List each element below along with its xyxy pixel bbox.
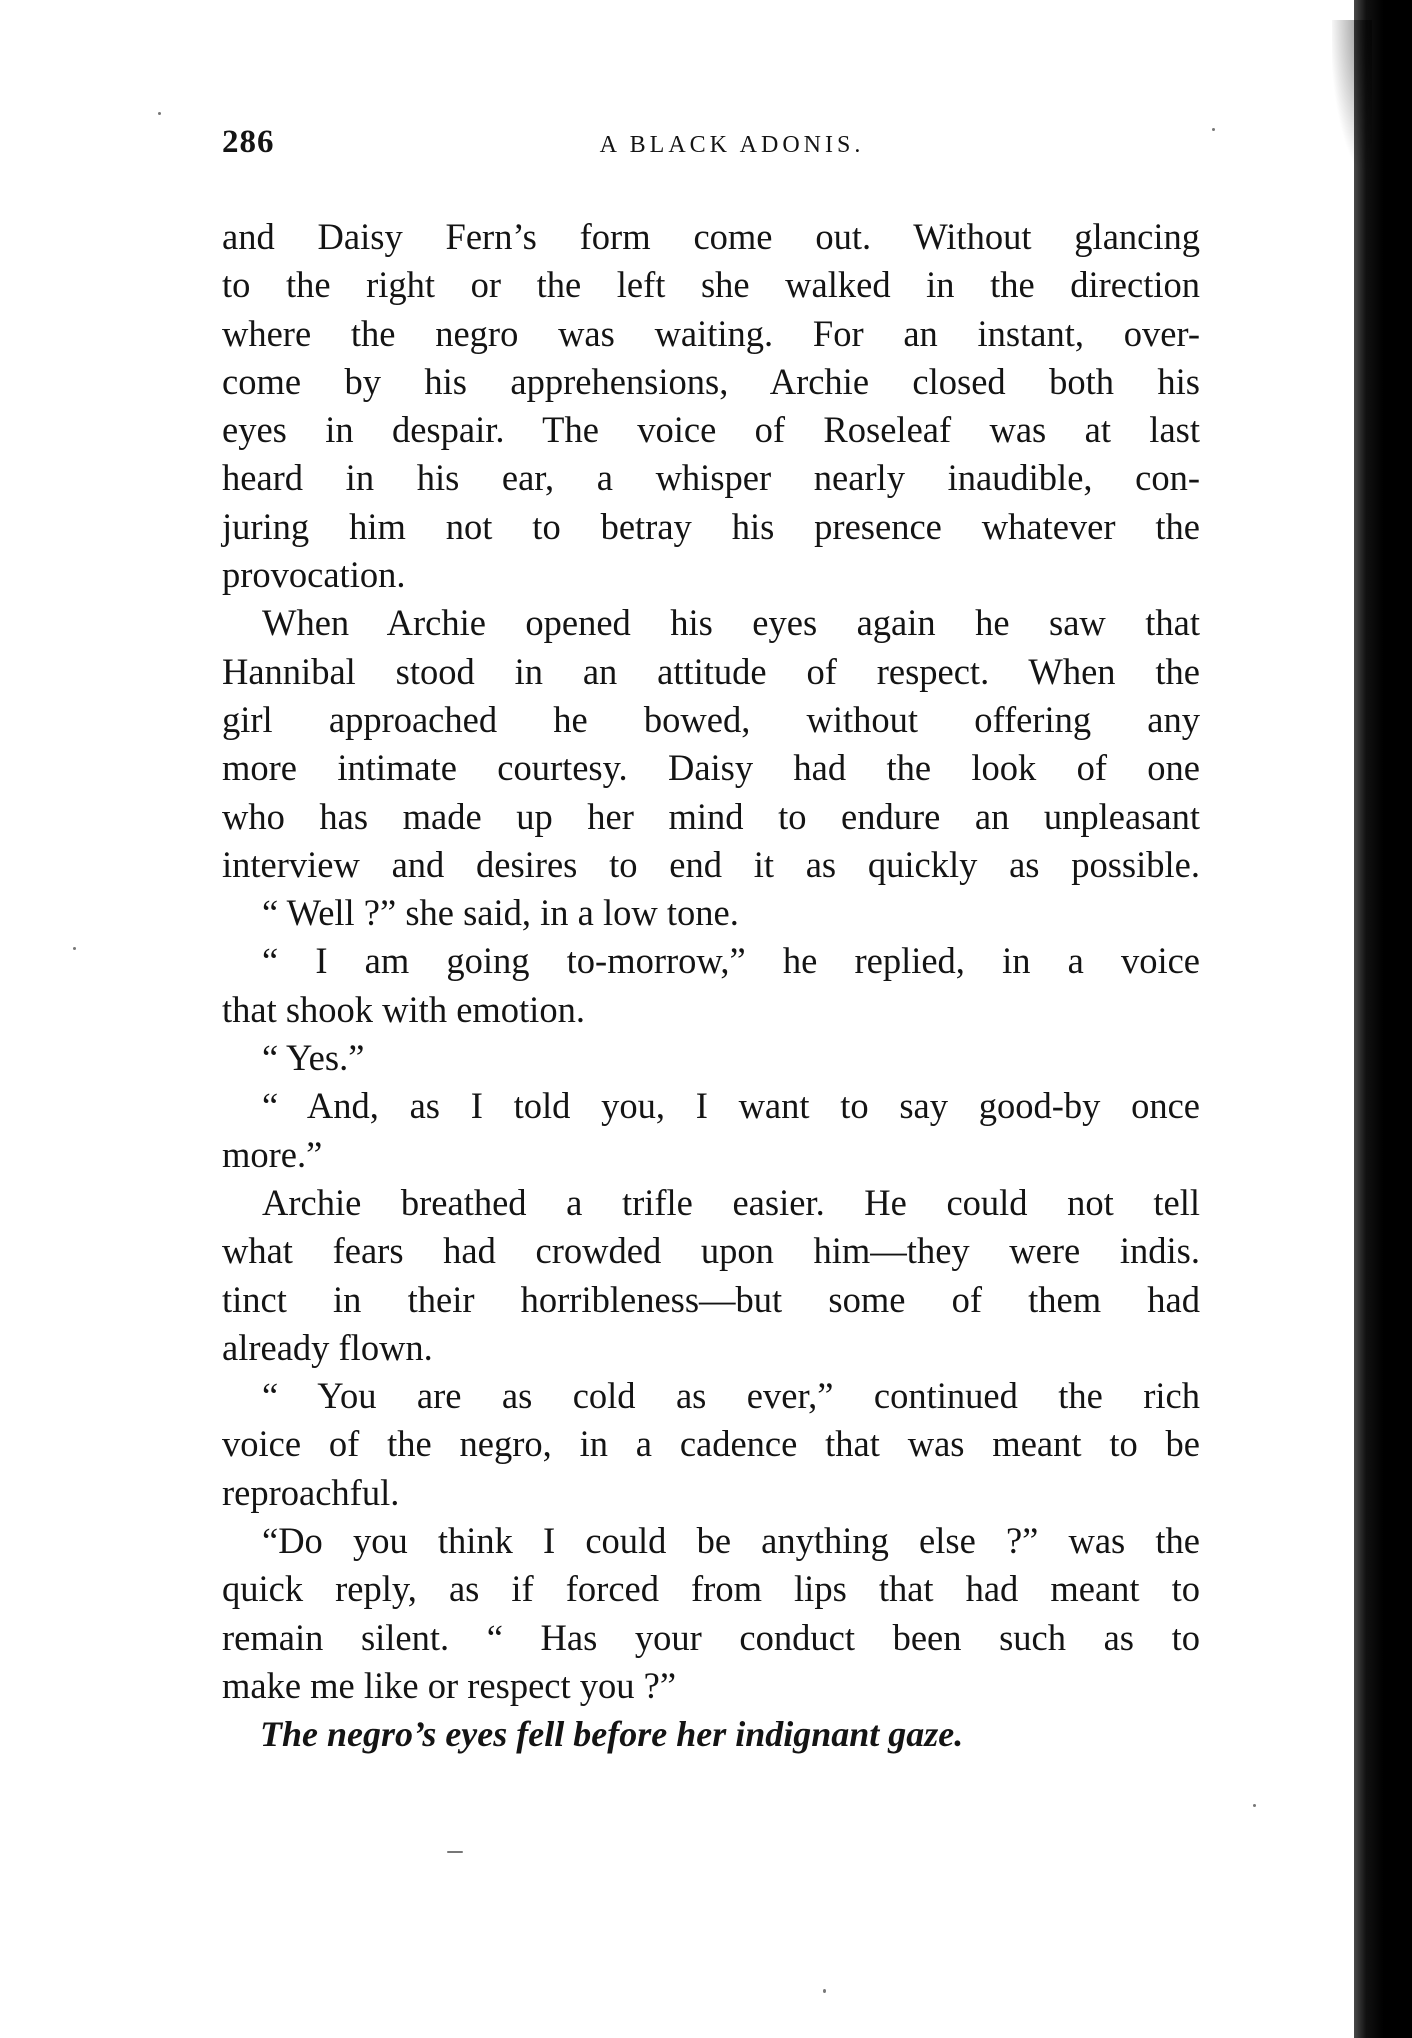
paper-speck <box>158 112 161 115</box>
text-line: who has made up her mind to endure an unpleasant <box>222 795 1200 837</box>
text-line: voice of the negro, in a cadence that was meant to be <box>222 1423 1200 1465</box>
text-line: where the negro was waiting. For an instant, over- <box>222 312 1200 354</box>
text-line: that shook with emotion. <box>222 988 585 1030</box>
text-line: girl approached he bowed, without offering any <box>222 698 1200 740</box>
text-line: Hannibal stood in an attitude of respect. When the <box>222 650 1200 692</box>
text-line: make me like or respect you ?” <box>222 1664 677 1706</box>
text-line: already flown. <box>222 1326 433 1368</box>
text-line: tinct in their horribleness—but some of them had <box>222 1278 1200 1320</box>
paper-speck <box>1212 128 1215 131</box>
text-line: interview and desires to end it as quickly as possible. <box>222 843 1200 885</box>
text-line: more.” <box>222 1133 323 1175</box>
text-line: When Archie opened his eyes again he saw that <box>262 602 1200 644</box>
text-line: “ You are as cold as ever,” continued the rich <box>262 1375 1200 1417</box>
running-title: A BLACK ADONIS. <box>599 132 865 158</box>
text-line: heard in his ear, a whisper nearly inaudible, con- <box>222 457 1200 499</box>
paper-speck <box>447 1851 463 1853</box>
text-line: more intimate courtesy. Daisy had the look of one <box>222 747 1200 789</box>
paper-speck <box>73 947 76 950</box>
page-number: 286 <box>222 124 275 160</box>
text-line: what fears had crowded upon him—they were indis. <box>222 1230 1200 1272</box>
text-line: eyes in despair. The voice of Roseleaf was at last <box>222 409 1200 451</box>
text-line: juring him not to betray his presence whatever the <box>222 505 1200 547</box>
text-line: provocation. <box>222 554 406 596</box>
text-line: “Do you think I could be anything else ?” was the <box>262 1520 1200 1562</box>
page-edge-fray <box>1332 20 1372 170</box>
paper-speck <box>823 1989 826 1993</box>
text-line: “ Yes.” <box>262 1037 365 1079</box>
text-line: reproachful. <box>222 1471 400 1513</box>
page-header <box>222 124 1202 174</box>
text-line: remain silent. “ Has your conduct been such as to <box>222 1616 1200 1658</box>
text-line: “ I am going to-morrow,” he replied, in a voice <box>262 940 1200 982</box>
text-line: “ Well ?” she said, in a low tone. <box>262 892 739 934</box>
text-line: quick reply, as if forced from lips that had meant to <box>222 1568 1200 1610</box>
text-line: “ And, as I told you, I want to say good-by once <box>262 1085 1200 1127</box>
text-line: The negro’s eyes fell before her indignant gaze. <box>260 1714 964 1755</box>
text-line: come by his apprehensions, Archie closed both his <box>222 360 1200 402</box>
text-line: Archie breathed a trifle easier. He could not tell <box>262 1181 1200 1223</box>
text-line: and Daisy Fern’s form come out. Without glancing <box>222 216 1200 257</box>
page-edge-shadow <box>1354 0 1412 2038</box>
paper-speck <box>1253 1804 1256 1807</box>
text-line: to the right or the left she walked in the direction <box>222 264 1200 306</box>
body-text <box>222 213 1200 1759</box>
